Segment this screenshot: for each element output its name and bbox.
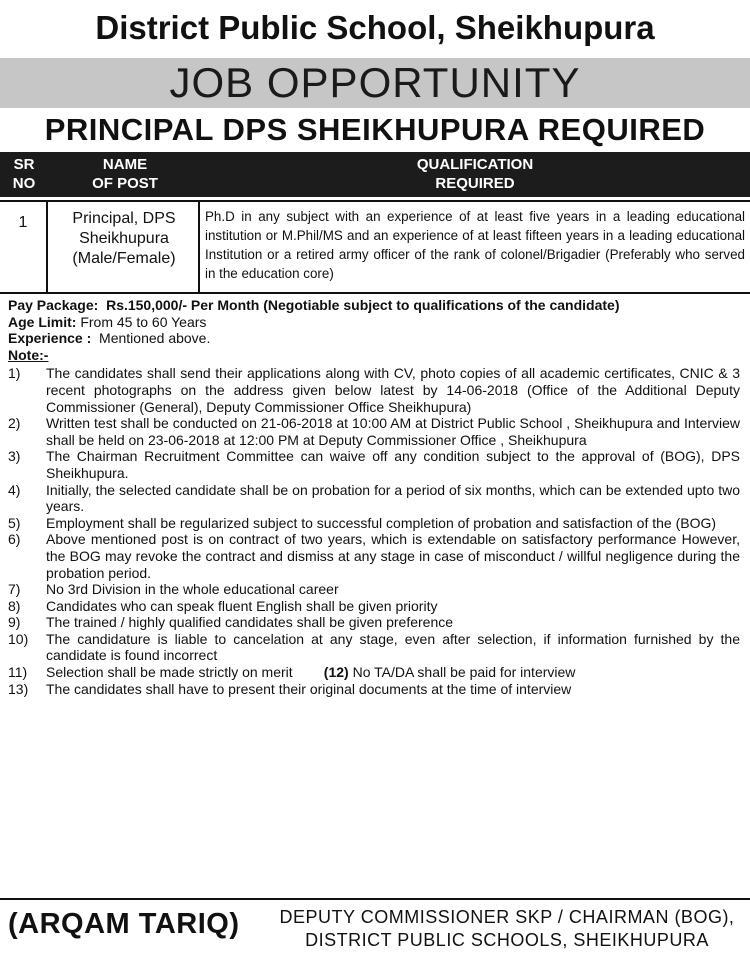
- signer-name: (ARQAM TARIQ): [8, 908, 240, 940]
- note-text: The candidates shall have to present their original documents at the time of interview: [46, 680, 572, 697]
- list-item: [8, 415, 740, 448]
- list-item: [8, 448, 740, 481]
- signer-designation: [272, 906, 742, 952]
- cell-sr: 1: [0, 202, 48, 292]
- designation-line1: DEPUTY COMMISSIONER SKP / CHAIRMAN (BOG),: [279, 907, 735, 927]
- note-text: The Chairman Recruitment Committee can waive off any condition subject to the approval of (BOG), DPS Sheikhupura.: [46, 448, 740, 481]
- note-number: 8): [8, 597, 21, 614]
- pay-package: [8, 297, 740, 314]
- position-title: PRINCIPAL DPS SHEIKHUPURA REQUIRED: [44, 112, 706, 147]
- col-sr-line1: SR: [13, 156, 35, 173]
- institution-title: District Public School, Sheikhupura: [95, 9, 655, 46]
- post-line1: Principal, DPS: [72, 210, 176, 227]
- col-post-line1: NAME: [102, 156, 148, 173]
- col-post: [50, 155, 200, 193]
- note-number: 6): [8, 531, 21, 548]
- note-number: 13): [8, 680, 29, 697]
- exp-value: Mentioned above.: [99, 330, 211, 347]
- note-text: The candidature is liable to cancelation at any stage, even after selection, if information furnished by the candidate is found incorrect: [46, 630, 740, 664]
- note-text: Above mentioned post is on contract of two years, which is extendable on satisfactory performance However, the BOG may revoke the contract and dismiss at any stage in case of misconduct / willful negligence during the probation period.: [46, 531, 740, 581]
- list-item: [8, 515, 740, 532]
- col-qual-line2: REQUIRED: [435, 175, 515, 192]
- note-number: 4): [8, 481, 21, 498]
- details-block: [8, 297, 740, 697]
- list-item: [8, 482, 740, 515]
- col-sr-line2: NO: [12, 175, 36, 192]
- note-text: Employment shall be regularized subject to successful completion of probation and satisfaction of the (BOG): [46, 514, 717, 531]
- pay-value: Rs.150,000/- Per Month (Negotiable subject to qualifications of the candidate): [106, 297, 620, 313]
- list-item: [8, 581, 740, 598]
- list-item: [8, 681, 740, 698]
- cell-qualification: Ph.D in any subject with an experience of at least five years in a leading educational institution or M.Phil/MS and an experience of at least fifteen years in a leading educational Institution or a retired army officer of the rank of colonel/Brigadier (Preferably who served in the education core): [205, 209, 745, 281]
- note-number: 7): [8, 581, 21, 598]
- cell-post: [50, 202, 200, 292]
- list-item: [8, 664, 740, 681]
- post-line3: (Male/Female): [72, 250, 176, 267]
- experience: [8, 330, 740, 347]
- note-text: Written test shall be conducted on 21-06-2018 at 10:00 AM at District Public School , Sheikhupura and Interview shall be held on 23-06-2018 at 12:00 PM at Deputy Commissioner Office , Sheikhupura: [46, 415, 740, 448]
- col-sr: [0, 155, 48, 193]
- note-text: No TA/DA shall be paid for interview: [352, 664, 576, 681]
- designation-line2: DISTRICT PUBLIC SCHOOLS, SHEIKHUPURA: [305, 930, 709, 950]
- note-number: 11): [8, 664, 28, 681]
- note-number: 9): [8, 614, 21, 631]
- note-text: Candidates who can speak fluent English shall be given priority: [46, 597, 438, 614]
- notes-list: [8, 365, 740, 697]
- note-text: Initially, the selected candidate shall be on probation for a period of six months, which can be extended upto two years.: [46, 481, 740, 515]
- age-label: Age Limit:: [8, 313, 77, 330]
- note-text: Selection shall be made strictly on merit: [46, 664, 293, 681]
- col-post-line2: OF POST: [92, 175, 158, 192]
- exp-label: Experience :: [8, 330, 92, 347]
- signature-footer: [0, 898, 750, 962]
- post-line2: Sheikhupura: [79, 230, 169, 247]
- note-text: No 3rd Division in the whole educational career: [46, 581, 339, 598]
- note-number: 1): [8, 365, 21, 382]
- list-item: [8, 614, 740, 631]
- col-qualification: [205, 155, 745, 193]
- job-opportunity-banner: JOB OPPORTUNITY: [0, 58, 750, 108]
- age-value: From 45 to 60 Years: [80, 313, 207, 330]
- table-header: [0, 152, 750, 197]
- age-limit: [8, 314, 740, 331]
- note-number: 3): [8, 448, 21, 465]
- note-number: 5): [8, 514, 21, 531]
- list-item: [8, 365, 740, 415]
- note-number: 2): [8, 415, 21, 432]
- table-row: [0, 200, 750, 294]
- list-item: [8, 631, 740, 664]
- note-text: The candidates shall send their applications along with CV, photo copies of all academic certificates, CNIC & 3 recent photographs on the address given below latest by 14-06-2018 (Office of the Additional Deputy Commissioner (General), Deputy Commissioner Office Sheikhupura): [46, 365, 740, 415]
- list-item: [8, 531, 740, 581]
- list-item: [8, 598, 740, 615]
- pay-label: Pay Package:: [8, 297, 99, 313]
- note-number: 10): [8, 630, 29, 647]
- note-number: (12): [323, 664, 349, 681]
- col-qual-line1: QUALIFICATION: [416, 156, 534, 173]
- note-text: The trained / highly qualified candidates shall be given preference: [46, 614, 454, 631]
- note-label: Note:-: [8, 346, 49, 363]
